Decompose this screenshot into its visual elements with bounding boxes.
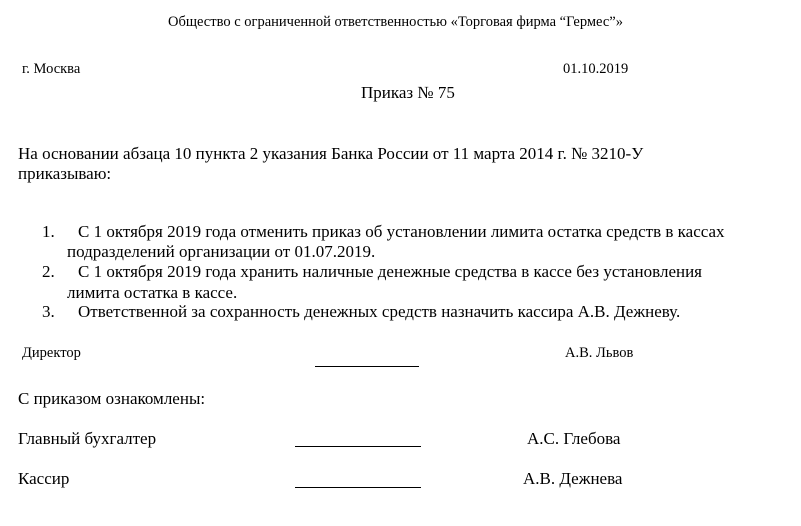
- item-text-line: Ответственной за сохранность денежных средств назначить кассира А.В. Дежневу.: [78, 302, 681, 321]
- signature-line: [295, 487, 421, 488]
- director-position: Директор: [22, 345, 81, 361]
- item-number: 3.: [42, 302, 55, 321]
- signatory-name: А.С. Глебова: [527, 429, 621, 448]
- organization-name: Общество с ограниченной ответственностью «Торговая фирма “Гермес”»: [168, 14, 623, 30]
- acknowledged-heading: С приказом ознакомлены:: [18, 389, 206, 408]
- order-title: Приказ № 75: [361, 83, 455, 102]
- signature-line: [295, 446, 421, 447]
- basis-line-1: На основании абзаца 10 пункта 2 указания Банка России от 11 марта 2014 г. № 3210-У: [18, 144, 644, 163]
- item-text-line: С 1 октября 2019 года хранить наличные денежные средства в кассе без установления: [78, 262, 703, 281]
- city: г. Москва: [22, 61, 81, 77]
- item-text-line: подразделений организации от 01.07.2019.: [67, 242, 376, 261]
- order-date: 01.10.2019: [563, 61, 629, 77]
- item-text-line: лимита остатка в кассе.: [67, 283, 238, 302]
- item-text-line: С 1 октября 2019 года отменить приказ об установлении лимита остатка средств в кассах: [78, 222, 725, 241]
- item-number: 2.: [42, 262, 55, 281]
- director-signature-line: [315, 366, 419, 367]
- signatory-position: Кассир: [18, 469, 70, 488]
- basis-line-2: приказываю:: [18, 164, 112, 183]
- director-name: А.В. Львов: [565, 345, 634, 361]
- signatory-position: Главный бухгалтер: [18, 429, 157, 448]
- item-number: 1.: [42, 222, 55, 241]
- signatory-name: А.В. Дежнева: [523, 469, 623, 488]
